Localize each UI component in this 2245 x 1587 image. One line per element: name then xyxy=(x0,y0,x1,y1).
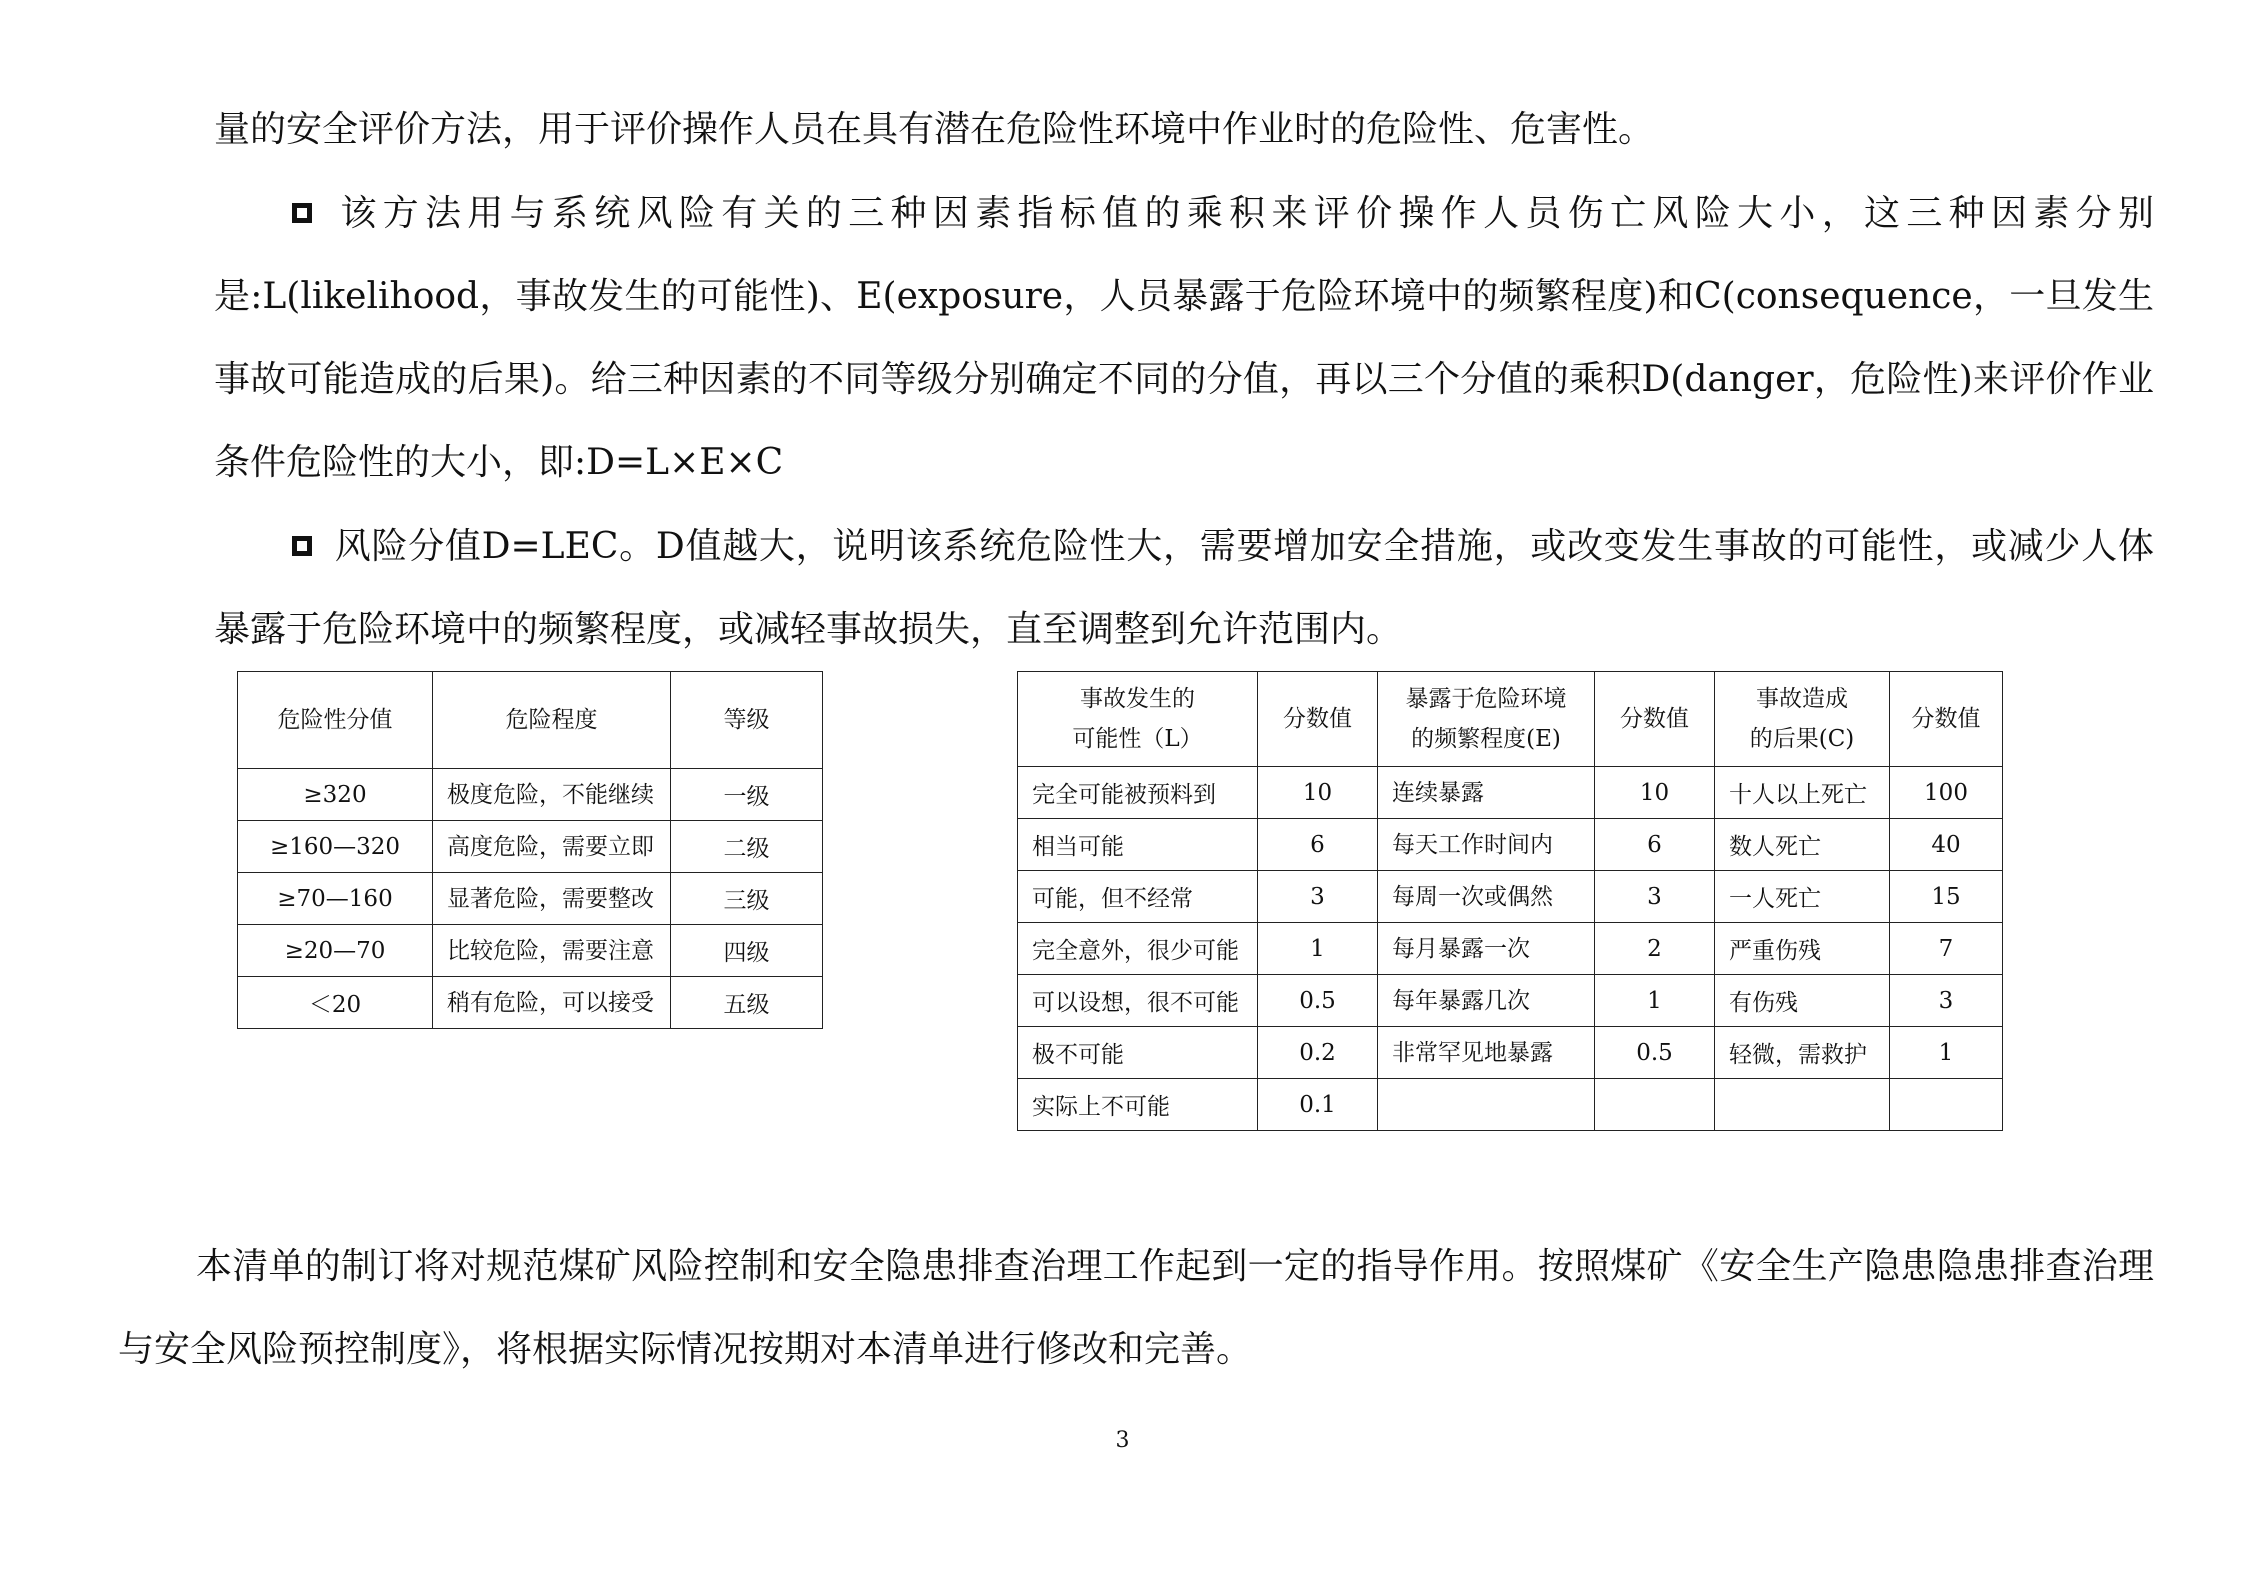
exposure-cell: 非常罕见地暴露 xyxy=(1392,1039,1553,1066)
e-score-cell: 1 xyxy=(1595,975,1715,1027)
l-score-cell: 0.2 xyxy=(1258,1027,1378,1079)
l-score-cell: 0.5 xyxy=(1258,975,1378,1027)
table-row xyxy=(1018,767,2003,819)
header-exposure: 暴露于危险环境 的频繁程度(E) xyxy=(1378,672,1595,767)
table-row xyxy=(238,977,823,1029)
exposure-cell: 每年暴露几次 xyxy=(1392,987,1530,1014)
likelihood-cell: 完全可能被预料到 xyxy=(1018,767,1258,819)
l-score-cell: 1 xyxy=(1258,923,1378,975)
lec-method-paragraph xyxy=(214,172,2154,504)
l-score-cell: 6 xyxy=(1258,819,1378,871)
grade-cell: 三级 xyxy=(671,873,823,925)
table-row xyxy=(238,873,823,925)
consequence-cell: 十人以上死亡 xyxy=(1715,767,1890,819)
c-score-cell: 100 xyxy=(1890,767,2003,819)
closing-paragraph xyxy=(118,1225,2154,1391)
degree-cell: 显著危险，需要整改 xyxy=(447,885,654,912)
lec-factor-table xyxy=(1017,671,2003,1131)
e-score-cell: 3 xyxy=(1595,871,1715,923)
header-score: 危险性分值 xyxy=(238,672,433,769)
consequence-cell: 一人死亡 xyxy=(1715,871,1890,923)
header-likelihood: 事故发生的 可能性（L） xyxy=(1018,672,1258,767)
likelihood-cell: 完全意外，很少可能 xyxy=(1018,923,1258,975)
exposure-cell: 每天工作时间内 xyxy=(1392,831,1553,858)
risk-score-text: 风险分值D=LEC。D值越大，说明该系统危险性大，需要增加安全措施，或改变发生事故的可能性，或减少人体暴露于危险环境中的频繁程度，或减轻事故损失，直至调整到允许范围内。 xyxy=(214,526,2154,650)
header-grade: 等级 xyxy=(671,672,823,769)
exposure-cell xyxy=(1392,1085,1586,1125)
l-score-cell: 3 xyxy=(1258,871,1378,923)
l-score-cell: 0.1 xyxy=(1258,1079,1378,1131)
score-cell: ≥160—320 xyxy=(238,821,433,873)
degree-cell: 高度危险，需要立即 xyxy=(447,833,654,860)
risk-level-table xyxy=(237,671,823,1029)
consequence-cell: 数人死亡 xyxy=(1715,819,1890,871)
c-score-cell: 7 xyxy=(1890,923,2003,975)
e-score-cell: 10 xyxy=(1595,767,1715,819)
degree-cell: 稍有危险，可以接受 xyxy=(447,989,654,1016)
table-header-row xyxy=(238,672,823,769)
hollow-square-bullet-icon xyxy=(292,536,312,556)
header-degree: 危险程度 xyxy=(433,672,671,769)
hollow-square-bullet-icon xyxy=(292,203,312,223)
exposure-cell: 每月暴露一次 xyxy=(1392,935,1530,962)
intro-text: 量的安全评价方法，用于评价操作人员在具有潜在危险性环境中作业时的危险性、危害性。 xyxy=(214,109,1655,150)
table-row xyxy=(1018,819,2003,871)
score-cell: ≥20—70 xyxy=(238,925,433,977)
c-score-cell: 40 xyxy=(1890,819,2003,871)
table-row xyxy=(238,821,823,873)
grade-cell: 五级 xyxy=(671,977,823,1029)
grade-cell: 一级 xyxy=(671,769,823,821)
table-row xyxy=(1018,1079,2003,1131)
c-score-cell xyxy=(1890,1079,2003,1131)
page-number: 3 xyxy=(1115,1428,1130,1453)
grade-cell: 四级 xyxy=(671,925,823,977)
table-row xyxy=(238,769,823,821)
header-consequence: 事故造成 的后果(C) xyxy=(1715,672,1890,767)
c-score-cell: 1 xyxy=(1890,1027,2003,1079)
e-score-cell xyxy=(1595,1079,1715,1131)
likelihood-cell: 相当可能 xyxy=(1018,819,1258,871)
likelihood-cell: 可以设想，很不可能 xyxy=(1018,975,1258,1027)
table-header-row xyxy=(1018,672,2003,767)
e-score-cell: 0.5 xyxy=(1595,1027,1715,1079)
c-score-cell: 15 xyxy=(1890,871,2003,923)
e-score-cell: 2 xyxy=(1595,923,1715,975)
likelihood-cell: 实际上不可能 xyxy=(1018,1079,1258,1131)
score-cell: ≥320 xyxy=(238,769,433,821)
consequence-cell: 轻微，需救护 xyxy=(1715,1027,1890,1079)
header-c-score: 分数值 xyxy=(1890,672,2003,767)
consequence-cell: 严重伤残 xyxy=(1715,923,1890,975)
risk-score-paragraph xyxy=(214,505,2154,671)
table-row xyxy=(1018,923,2003,975)
intro-paragraph xyxy=(214,88,2154,171)
exposure-cell: 连续暴露 xyxy=(1392,779,1484,806)
grade-cell: 二级 xyxy=(671,821,823,873)
score-cell: ＜20 xyxy=(238,977,433,1029)
exposure-cell: 每周一次或偶然 xyxy=(1392,883,1553,910)
degree-cell: 极度危险，不能继续 xyxy=(447,781,654,808)
consequence-cell: 有伤残 xyxy=(1715,975,1890,1027)
header-l-score: 分数值 xyxy=(1258,672,1378,767)
header-e-score: 分数值 xyxy=(1595,672,1715,767)
table-row xyxy=(1018,1027,2003,1079)
l-score-cell: 10 xyxy=(1258,767,1378,819)
lec-method-text: 该方法用与系统风险有关的三种因素指标值的乘积来评价操作人员伤亡风险大小，这三种因素分别是:L(likelihood，事故发生的可能性)、E(exposure，人员暴露于危险环境中的频繁程度)和C(consequence，一旦发生事故可能造成的后果)。给三种因素的不同等级分别确定不同的分值，再以三个分值的乘积D(danger，危险性)来评价作业条件危险性的大小，即:D=L×E×C xyxy=(214,193,2154,483)
table-row xyxy=(238,925,823,977)
table-row xyxy=(1018,871,2003,923)
table-row xyxy=(1018,975,2003,1027)
consequence-cell xyxy=(1715,1079,1890,1131)
likelihood-cell: 可能，但不经常 xyxy=(1018,871,1258,923)
c-score-cell: 3 xyxy=(1890,975,2003,1027)
closing-text: 本清单的制订将对规范煤矿风险控制和安全隐患排查治理工作起到一定的指导作用。按照煤矿《安全生产隐患隐患排查治理与安全风险预控制度》，将根据实际情况按期对本清单进行修改和完善。 xyxy=(118,1246,2154,1370)
degree-cell: 比较危险，需要注意 xyxy=(447,937,654,964)
likelihood-cell: 极不可能 xyxy=(1018,1027,1258,1079)
e-score-cell: 6 xyxy=(1595,819,1715,871)
score-cell: ≥70—160 xyxy=(238,873,433,925)
